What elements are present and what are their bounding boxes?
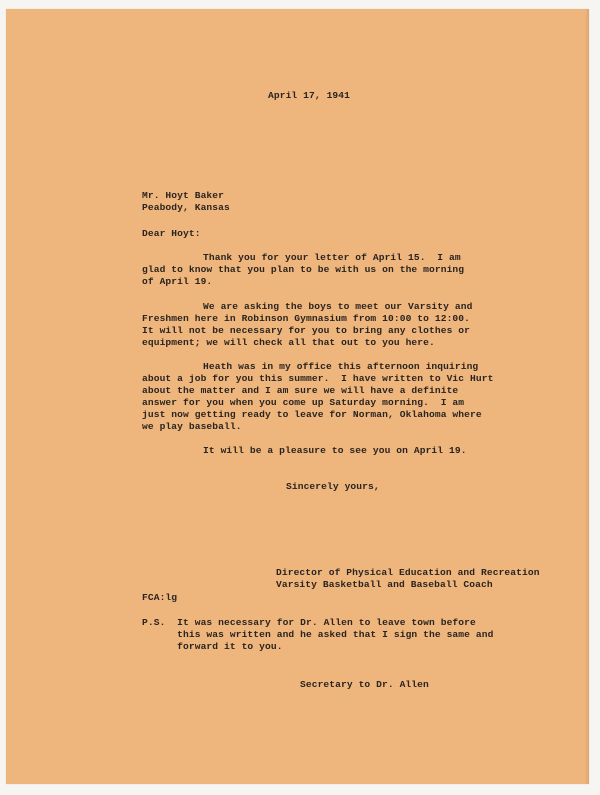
recipient-city: Peabody, Kansas	[142, 202, 230, 213]
postscript-line: this was written and he asked that I sign the same and	[142, 629, 494, 640]
postscript-line: P.S. It was necessary for Dr. Allen to leave town before	[142, 617, 476, 628]
salutation: Dear Hoyt:	[142, 228, 201, 239]
paragraph-1-line: glad to know that you plan to be with us on the morning	[142, 264, 465, 275]
paragraph-2-line: We are asking the boys to meet our Varsity and	[203, 301, 473, 312]
paragraph-1-line: of April 19.	[142, 276, 213, 287]
paragraph-2-line: It will not be necessary for you to bring any clothes or	[142, 325, 471, 336]
page-edge-shadow	[585, 9, 589, 784]
typist-initials: FCA:lg	[142, 592, 178, 603]
signature-title-1: Director of Physical Education and Recreation	[276, 567, 540, 578]
paragraph-4: It will be a pleasure to see you on April 19.	[203, 445, 467, 456]
postscript-line: forward it to you.	[142, 641, 283, 652]
paragraph-2-line: Freshmen here in Robinson Gymnasium from 10:00 to 12:00.	[142, 313, 471, 324]
signature-title-2: Varsity Basketball and Baseball Coach	[276, 579, 493, 590]
letter-page	[6, 9, 589, 784]
secretary-signature: Secretary to Dr. Allen	[300, 679, 429, 690]
paragraph-3-line: we play baseball.	[142, 421, 242, 432]
recipient-name: Mr. Hoyt Baker	[142, 190, 225, 201]
paragraph-2-line: equipment; we will check all that out to you here.	[142, 337, 435, 348]
paragraph-1-line: Thank you for your letter of April 15. I am	[203, 252, 461, 263]
paragraph-3-line: about the matter and I am sure we will have a definite	[142, 385, 459, 396]
paragraph-3-line: Heath was in my office this afternoon inquiring	[203, 361, 479, 372]
paragraph-3-line: answer for you when you come up Saturday morning. I am	[142, 397, 465, 408]
paragraph-3-line: just now getting ready to leave for Norman, Oklahoma where	[142, 409, 482, 420]
closing: Sincerely yours,	[286, 481, 380, 492]
letter-date: April 17, 1941	[268, 90, 351, 101]
paragraph-3-line: about a job for you this summer. I have written to Vic Hurt	[142, 373, 494, 384]
